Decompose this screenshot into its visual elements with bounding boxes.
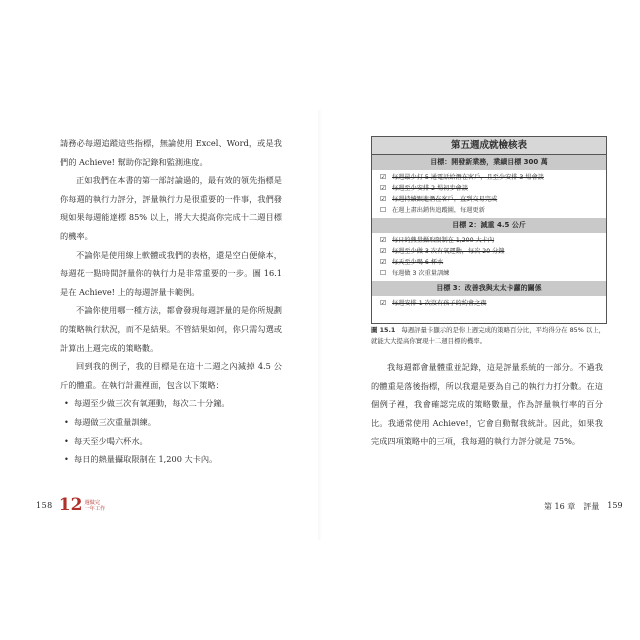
paragraph: 正如我們在本書的第一部討論過的，最有效的領先指標是你每週的執行力評分，評量執行力是很重要的一件事，我們發現如果每週能達標 85% 以上，將大大提高你完成十二週目標的機率。 [60,175,282,241]
strategy-text: 每天至少喝 6 杯水 [392,259,444,266]
strategy-row [380,183,600,194]
checked-box-icon: ☑ [380,184,387,192]
list-item: • 每週做三次重量訓練。 [74,413,282,432]
paragraph: 回到我的例子，我的目標是在這十二週之內減掉 4.5 公斤的體重。在執行計畫裡面，包含以下策略： [60,361,282,390]
strategy-text: 每週安排 1 次沒有孩子的約會之夜 [392,300,487,307]
strategy-row [380,194,600,205]
book-gutter [318,110,322,540]
page-number: 158 [36,501,53,510]
paragraph: 不論你使用哪一種方法，都會發現每週評量的是你所規劃的策略執行狀況，而不是結果。不管結果如何，你只需勾選或計算出上週完成的策略數。 [60,305,282,353]
strategy-text: 每週做 3 次重量訓練 [392,270,450,277]
logo-text [84,500,105,512]
list-item: • 每週至少做三次有氧運動，每次二十分鐘。 [74,394,282,413]
unchecked-box-icon: ☐ [380,206,387,214]
logo-number: 12 [58,495,83,515]
strategy-text: 每週最少打 5 通電話給潛在客戶，且至少安排 3 場會談 [392,174,544,181]
left-folio [36,497,105,514]
strategy-text: 每週至少安排 2 場初步會談 [392,185,468,192]
strategy-row [380,205,600,216]
strategy-row [380,268,600,279]
strategy-row [380,257,600,268]
chapter-title: 評量 [583,502,600,511]
right-folio [544,501,623,512]
left-page-body [60,134,282,469]
strategy-list [60,394,282,468]
book-logo [59,497,105,514]
checked-box-icon: ☑ [380,247,387,255]
list-item: • 每天至少喝六杯水。 [74,432,282,451]
goal-header: 目標：開發新業務，業績目標 300 萬 [372,155,606,170]
paragraph: 我每週都會量體重並記錄，這是評量系統的一部分。不過我的體重是落後指標，所以我還是要為自己的執行力打分數。在這個例子裡，我會確認完成的策略數量，作為評量執行率的百分比。我通常使用 Achieve!，它會自動幫我統計。因此，如果我完成四項策略中的三項，我每週的執行力評分就是 75%。 [371,362,603,447]
goal-section [372,296,606,311]
page-number: 159 [607,501,623,510]
strategy-text: 每週持續跟進潛在客戶，直到交易完成 [392,196,498,203]
goal-header: 目標 3：改善我與太太卡蘿的關係 [372,281,606,296]
goal-header: 目標 2：減重 4.5 公斤 [372,218,606,233]
list-item: • 每日的熱量攝取限制在 1,200 大卡內。 [74,450,282,469]
goal-section [372,233,606,281]
strategy-row [380,235,600,246]
checked-box-icon: ☑ [380,299,387,307]
checked-box-icon: ☑ [380,236,387,244]
checked-box-icon: ☑ [380,195,387,203]
goal-section [372,170,606,218]
scorecard-title: 第五週成就檢核表 [372,137,606,155]
strategy-text: 每週至少做 3 次有氧運動，每次 20 分鐘 [392,248,505,255]
checked-box-icon: ☑ [380,258,387,266]
strategy-text: 每日的熱量攝取限制在 1,200 大卡內 [392,237,495,244]
logo-line: 一年工作 [84,505,106,512]
figure-caption [371,325,609,347]
paragraph: 請務必每週追蹤這些指標，無論使用 Excel、Word，或是我們的 Achieve! 幫助你記錄和監測進度。 [60,138,282,167]
unchecked-box-icon: ☐ [380,269,387,277]
caption-text: 每週評量卡顯示的是你上週完成的策略百分比，平均得分在 85% 以上，就能大大提高你實現十二週目標的機率。 [371,326,605,345]
strategy-row [380,172,600,183]
chapter-number: 第 16 章 [544,502,576,511]
strategy-text: 在週上畫出銷售追蹤圖，每週更新 [392,207,485,214]
logo-line: 週做完 [84,499,101,506]
strategy-row [380,298,600,309]
weekly-scorecard [371,136,607,324]
strategy-row [380,246,600,257]
paragraph: 不論你是使用線上軟體或我們的表格，還是空白便條本，每週花一點時間評量你的執行力是非常重要的一步。圖 16.1 是在 Achieve! 上的每週評量卡範例。 [60,249,282,297]
checked-box-icon: ☑ [380,173,387,181]
right-page-body [371,358,603,451]
figure-label: 圖 15.1 [371,326,396,334]
